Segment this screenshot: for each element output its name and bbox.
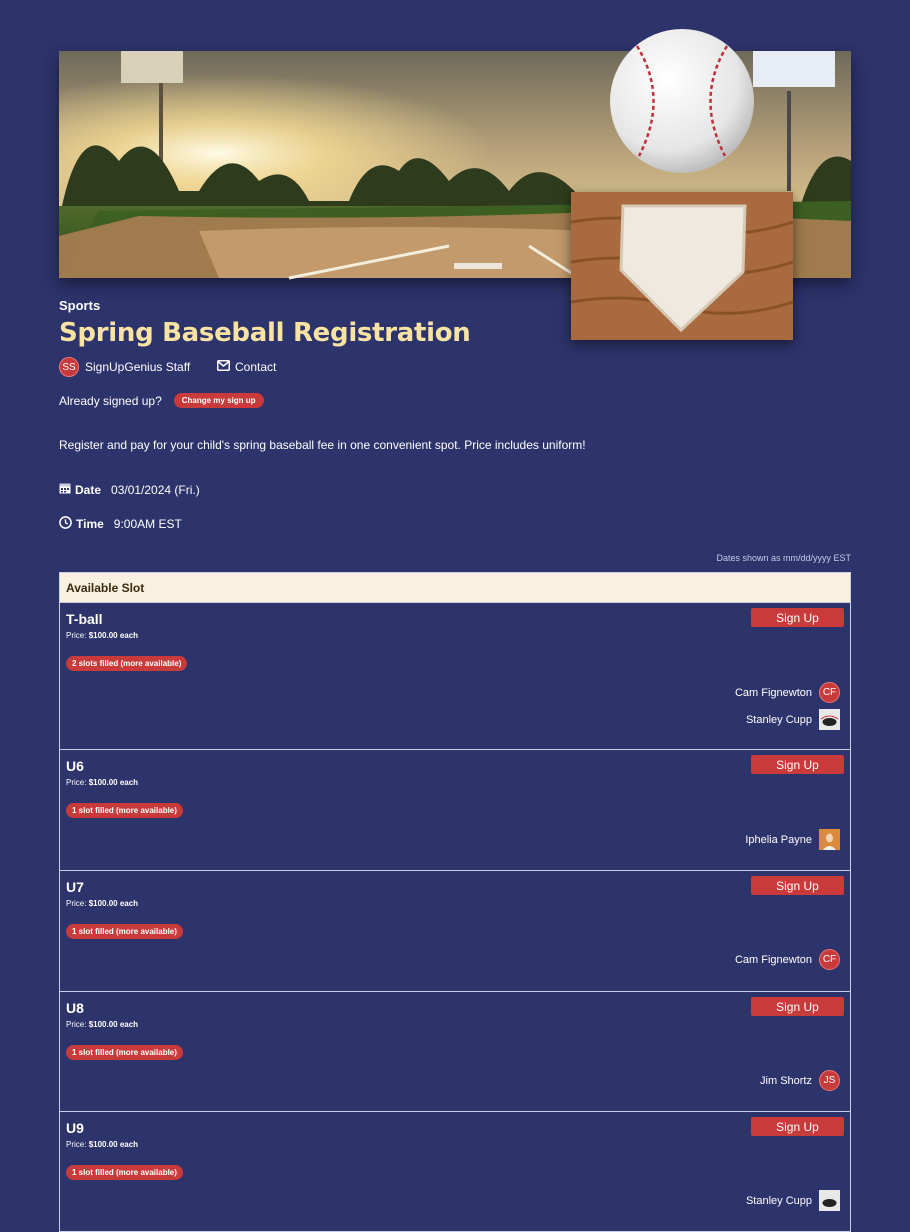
sign-up-button[interactable]: Sign Up (751, 876, 844, 895)
date-row (59, 482, 200, 497)
description: Register and pay for your child's spring baseball fee in one convenient spot. Price includes uniform! (59, 438, 586, 452)
slot-price: Price: $100.00 each (66, 1140, 139, 1149)
slot-price: Price: $100.00 each (66, 778, 139, 787)
table-row (60, 750, 850, 871)
home-plate-image (571, 192, 793, 340)
organizer[interactable] (59, 356, 190, 378)
slot-name: U7 (66, 879, 84, 895)
avatar: CF (819, 682, 840, 703)
slot-name: U8 (66, 1000, 84, 1016)
avatar (819, 1190, 840, 1211)
avatar: JS (819, 1070, 840, 1091)
envelope-icon (217, 360, 235, 374)
date-label: Date (75, 482, 102, 497)
participant-name: Cam Fignewton (734, 953, 812, 966)
participant (745, 829, 840, 850)
participant (760, 1070, 840, 1091)
contact-label: Contact (235, 360, 277, 374)
already-signed-label: Already signed up? (59, 393, 162, 408)
sign-up-button[interactable]: Sign Up (751, 755, 844, 774)
status-badge: 1 slot filled (more available) (66, 924, 183, 939)
participant-name: Stanley Cupp (745, 713, 812, 726)
table-row (60, 992, 850, 1112)
organizer-avatar: SS (59, 357, 79, 377)
page-title: Spring Baseball Registration (59, 318, 471, 348)
participant (746, 709, 840, 730)
slot-name: U9 (66, 1120, 84, 1136)
time-label: Time (76, 517, 104, 531)
time-row (59, 516, 182, 532)
table-row (60, 1112, 850, 1232)
calendar-icon (59, 482, 71, 497)
table-header: Available Slot (60, 573, 850, 603)
status-badge: 1 slot filled (more available) (66, 803, 183, 818)
participant-name: Jim Shortz (760, 1074, 812, 1087)
participant-name: Iphelia Payne (745, 833, 812, 846)
avatar: CF (819, 949, 840, 970)
change-signup-button[interactable]: Change my sign up (174, 393, 264, 408)
sign-up-button[interactable]: Sign Up (751, 1117, 844, 1136)
participant (735, 682, 840, 703)
status-badge: 1 slot filled (more available) (66, 1045, 183, 1060)
slot-name: T-ball (66, 611, 103, 627)
table-row (60, 603, 850, 750)
timezone-note: Dates shown as mm/dd/yyyy EST (716, 553, 851, 563)
participant-name: Stanley Cupp (745, 1194, 812, 1207)
status-badge: 2 slots filled (more available) (66, 656, 187, 671)
status-badge: 1 slot filled (more available) (66, 1165, 183, 1180)
participant (746, 1190, 840, 1211)
date-value: 03/01/2024 (Fri.) (111, 482, 200, 497)
baseball-image (609, 28, 755, 174)
avatar (819, 829, 840, 850)
organizer-name: SignUpGenius Staff (85, 360, 191, 374)
slots-table (59, 572, 851, 1232)
avatar (819, 709, 840, 730)
slot-price: Price: $100.00 each (66, 899, 139, 908)
sign-up-button[interactable]: Sign Up (751, 608, 844, 627)
participant-name: Cam Fignewton (734, 686, 812, 699)
participant (735, 949, 840, 970)
slot-price: Price: $100.00 each (66, 1020, 139, 1029)
clock-icon (59, 516, 72, 532)
slot-price: Price: $100.00 each (66, 631, 139, 640)
slot-name: U6 (66, 758, 84, 774)
table-row (60, 871, 850, 992)
contact-link[interactable] (217, 360, 276, 374)
already-signed-row (59, 393, 264, 408)
sign-up-button[interactable]: Sign Up (751, 997, 844, 1016)
category-label: Sports (59, 298, 101, 313)
time-value: 9:00AM EST (113, 517, 182, 531)
